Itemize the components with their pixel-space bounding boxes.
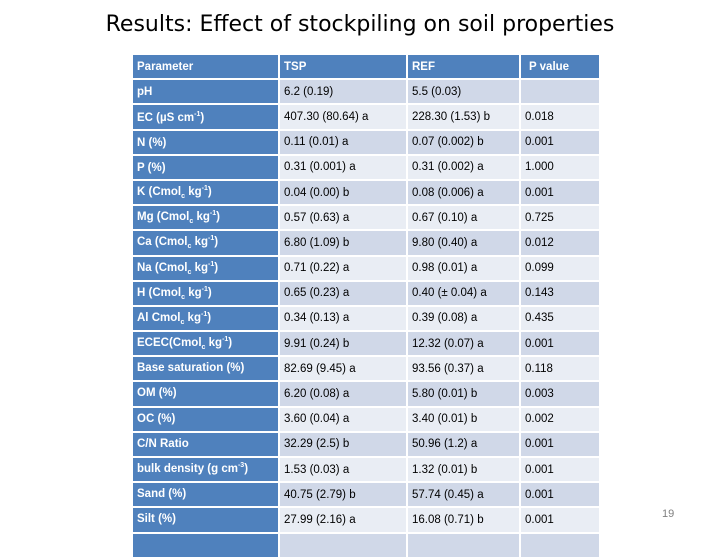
cell-parameter: Sand (%) xyxy=(133,483,278,506)
table-row xyxy=(133,508,599,531)
cell-tsp: 6.20 (0.08) a xyxy=(280,382,406,405)
page-number: 19 xyxy=(662,508,675,520)
cell-tsp: 32.29 (2.5) b xyxy=(280,433,406,456)
cell-ref: 12.32 (0.07) a xyxy=(408,332,519,355)
cell-parameter: OM (%) xyxy=(133,382,278,405)
cell-parameter: bulk density (g $cm^{-3}$) xyxy=(133,458,278,481)
cell-p-value: 0.018 xyxy=(521,105,599,128)
cell-tsp: 0.71 (0.22) a xyxy=(280,257,406,280)
cell-ref: 0.08 (0.006) a xyxy=(408,181,519,204)
cell-p-value: 0.118 xyxy=(521,357,599,380)
cell-parameter: Silt (%) xyxy=(133,508,278,531)
cell-tsp: 0.34 (0.13) a xyxy=(280,307,406,330)
table-row xyxy=(133,206,599,229)
cell-tsp: 27.99 (2.16) a xyxy=(280,508,406,531)
cell-ref: 0.31 (0.002) a xyxy=(408,156,519,179)
header-p-value: P value xyxy=(521,55,599,78)
cell-ref: 3.40 (0.01) b xyxy=(408,408,519,431)
cell-parameter: K (Cmol$_c$ $kg^{-1}$) xyxy=(133,181,278,204)
cell-tsp: 6.2 (0.19) xyxy=(280,80,406,103)
cell-ref: 0.98 (0.01) a xyxy=(408,257,519,280)
table-row xyxy=(133,131,599,154)
table-row xyxy=(133,105,599,128)
table-row xyxy=(133,433,599,456)
cell-tsp xyxy=(280,534,406,557)
cell-p-value: 0.099 xyxy=(521,257,599,280)
cell-p-value: 0.143 xyxy=(521,282,599,305)
cell-p-value: 0.001 xyxy=(521,483,599,506)
cell-ref: 0.67 (0.10) a xyxy=(408,206,519,229)
cell-ref: 16.08 (0.71) b xyxy=(408,508,519,531)
cell-ref: 0.07 (0.002) b xyxy=(408,131,519,154)
table-row xyxy=(133,181,599,204)
table-body xyxy=(133,80,599,557)
cell-tsp: 407.30 (80.64) a xyxy=(280,105,406,128)
cell-parameter: H (Cmol$_c$ $kg^{-1}$) xyxy=(133,282,278,305)
cell-parameter: N (%) xyxy=(133,131,278,154)
cell-p-value: 0.001 xyxy=(521,458,599,481)
cell-tsp: 1.53 (0.03) a xyxy=(280,458,406,481)
table-row xyxy=(133,231,599,254)
cell-tsp: 6.80 (1.09) b xyxy=(280,231,406,254)
table-row xyxy=(133,332,599,355)
cell-ref: 9.80 (0.40) a xyxy=(408,231,519,254)
cell-tsp: 9.91 (0.24) b xyxy=(280,332,406,355)
cell-p-value: 0.001 xyxy=(521,433,599,456)
header-ref: REF xyxy=(408,55,519,78)
table-header-row xyxy=(133,55,599,78)
slide-title: Results: Effect of stockpiling on soil properties xyxy=(105,12,615,37)
table-row xyxy=(133,382,599,405)
header-tsp: TSP xyxy=(280,55,406,78)
cell-ref: 0.40 (± 0.04) a xyxy=(408,282,519,305)
cell-tsp: 0.11 (0.01) a xyxy=(280,131,406,154)
cell-ref: 1.32 (0.01) b xyxy=(408,458,519,481)
cell-p-value: 0.002 xyxy=(521,408,599,431)
cell-ref: 93.56 (0.37) a xyxy=(408,357,519,380)
cell-parameter: Mg (Cmol$_c$ $kg^{-1}$) xyxy=(133,206,278,229)
cell-parameter: C/N Ratio xyxy=(133,433,278,456)
cell-ref: 57.74 (0.45) a xyxy=(408,483,519,506)
cell-p-value: 0.003 xyxy=(521,382,599,405)
table-row xyxy=(133,534,599,557)
cell-parameter: P (%) xyxy=(133,156,278,179)
cell-p-value: 0.001 xyxy=(521,508,599,531)
table-row xyxy=(133,282,599,305)
cell-tsp: 40.75 (2.79) b xyxy=(280,483,406,506)
table-row xyxy=(133,307,599,330)
cell-tsp: 0.31 (0.001) a xyxy=(280,156,406,179)
cell-ref: 50.96 (1.2) a xyxy=(408,433,519,456)
table-row xyxy=(133,156,599,179)
cell-parameter: pH xyxy=(133,80,278,103)
cell-parameter: Al Cmol$_c$ $kg^{-1}$) xyxy=(133,307,278,330)
cell-tsp: 0.65 (0.23) a xyxy=(280,282,406,305)
cell-p-value xyxy=(521,80,599,103)
cell-p-value: 1.000 xyxy=(521,156,599,179)
cell-p-value: 0.435 xyxy=(521,307,599,330)
cell-tsp: 82.69 (9.45) a xyxy=(280,357,406,380)
cell-ref xyxy=(408,534,519,557)
cell-parameter: OC (%) xyxy=(133,408,278,431)
soil-properties-table xyxy=(131,53,601,559)
header-parameter: Parameter xyxy=(133,55,278,78)
table-row xyxy=(133,483,599,506)
cell-tsp: 3.60 (0.04) a xyxy=(280,408,406,431)
cell-ref: 0.39 (0.08) a xyxy=(408,307,519,330)
cell-parameter: ECEC(Cmol$_c$ $kg^{-1}$) xyxy=(133,332,278,355)
table-row xyxy=(133,458,599,481)
cell-p-value: 0.001 xyxy=(521,332,599,355)
cell-ref: 5.5 (0.03) xyxy=(408,80,519,103)
cell-p-value: 0.725 xyxy=(521,206,599,229)
cell-tsp: 0.04 (0.00) b xyxy=(280,181,406,204)
cell-parameter xyxy=(133,534,278,557)
table-row xyxy=(133,80,599,103)
cell-parameter: Base saturation (%) xyxy=(133,357,278,380)
cell-p-value: 0.012 xyxy=(521,231,599,254)
cell-parameter: EC (µS $cm^{-1}$) xyxy=(133,105,278,128)
cell-tsp: 0.57 (0.63) a xyxy=(280,206,406,229)
cell-parameter: Ca (Cmol$_c$ $kg^{-1}$) xyxy=(133,231,278,254)
cell-ref: 5.80 (0.01) b xyxy=(408,382,519,405)
cell-p-value: 0.001 xyxy=(521,181,599,204)
table-row xyxy=(133,357,599,380)
table-row xyxy=(133,257,599,280)
table-row xyxy=(133,408,599,431)
cell-p-value xyxy=(521,534,599,557)
cell-p-value: 0.001 xyxy=(521,131,599,154)
cell-ref: 228.30 (1.53) b xyxy=(408,105,519,128)
cell-parameter: Na (Cmol$_c$ $kg^{-1}$) xyxy=(133,257,278,280)
